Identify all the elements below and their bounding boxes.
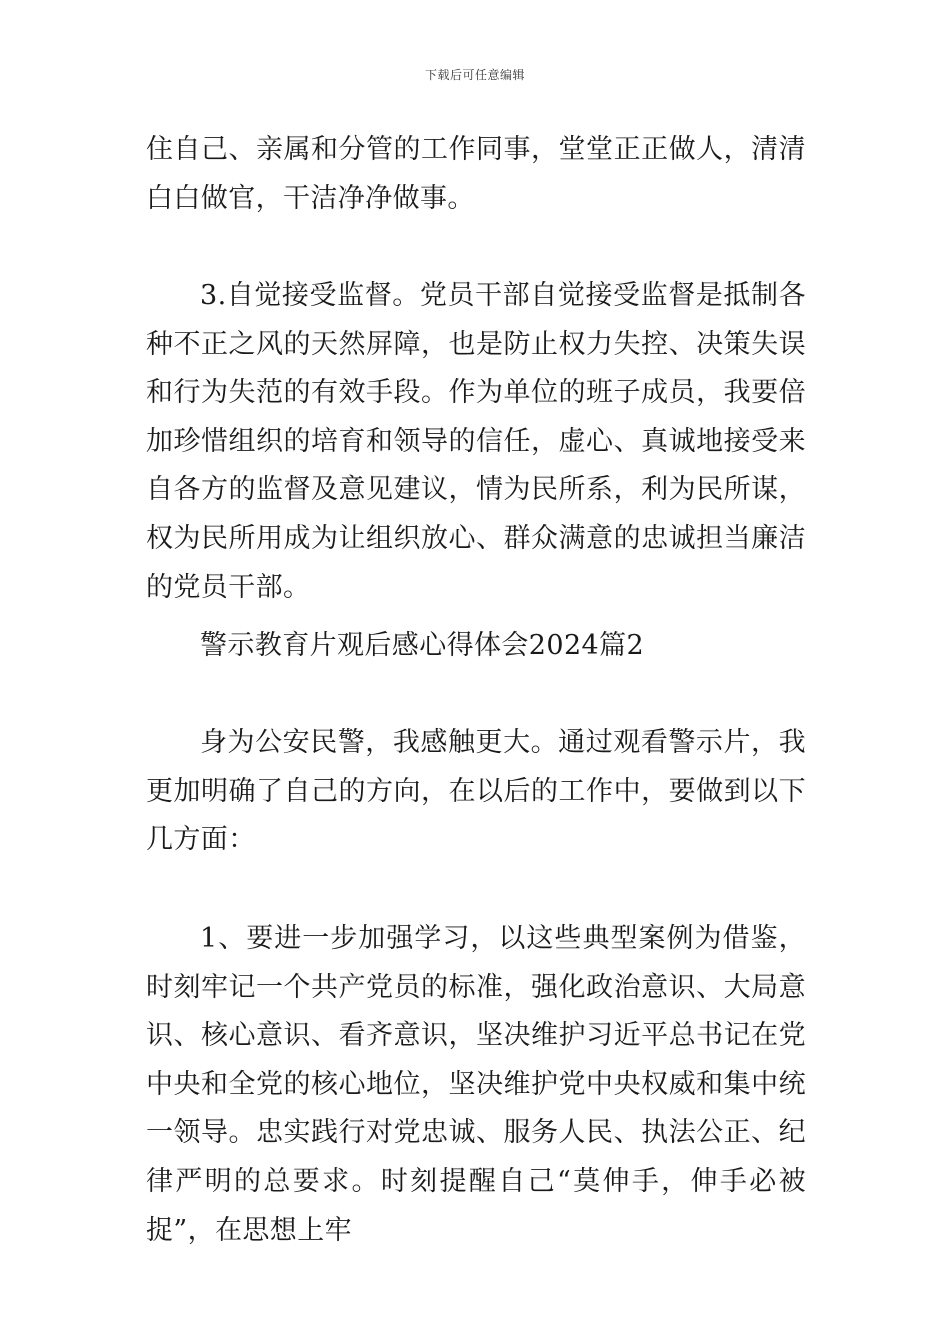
paragraph-text: 1、要进一步加强学习，以这些典型案例为借鉴，时刻牢记一个共产党员的标准，强化政治意识、大局意识、核心意识、看齐意识，坚决维护习近平总书记在党中央和全党的核心地位，坚决维护党中央权威和集中统一领导。忠实践行对党忠诚、服务人民、执法公正、纪律严明的总要求。时刻提醒自己“莫伸手，伸手必被捉”，在思想上牢 (146, 923, 806, 1246)
paragraph-intro (146, 719, 806, 865)
header-note: 下载后可任意编辑 (424, 68, 525, 82)
paragraph-text: 3.自觉接受监督。党员干部自觉接受监督是抵制各种不正之风的天然屏障，也是防止权力失控、决策失误和行为失范的有效手段。作为单位的班子成员，我要倍加珍惜组织的培育和领导的信任，虚心、真诚地接受来自各方的监督及意见建议，情为民所系，利为民所谋，权为民所用成为让组织放心、群众满意的忠诚担当廉洁的党员干部。 (146, 280, 806, 603)
section-heading (146, 622, 806, 671)
paragraph-point-1 (146, 915, 806, 1255)
paragraph-supervision (146, 272, 806, 612)
paragraph-text: 住自己、亲属和分管的工作同事，堂堂正正做人，清清白白做官，干洁净净做事。 (146, 134, 806, 214)
paragraph-continuation (146, 126, 806, 223)
section-title: 警示教育片观后感心得体会2024篇2 (200, 630, 645, 661)
paragraph-text: 身为公安民警，我感触更大。通过观看警示片，我更加明确了自己的方向，在以后的工作中，要做到以下几方面： (146, 727, 806, 856)
